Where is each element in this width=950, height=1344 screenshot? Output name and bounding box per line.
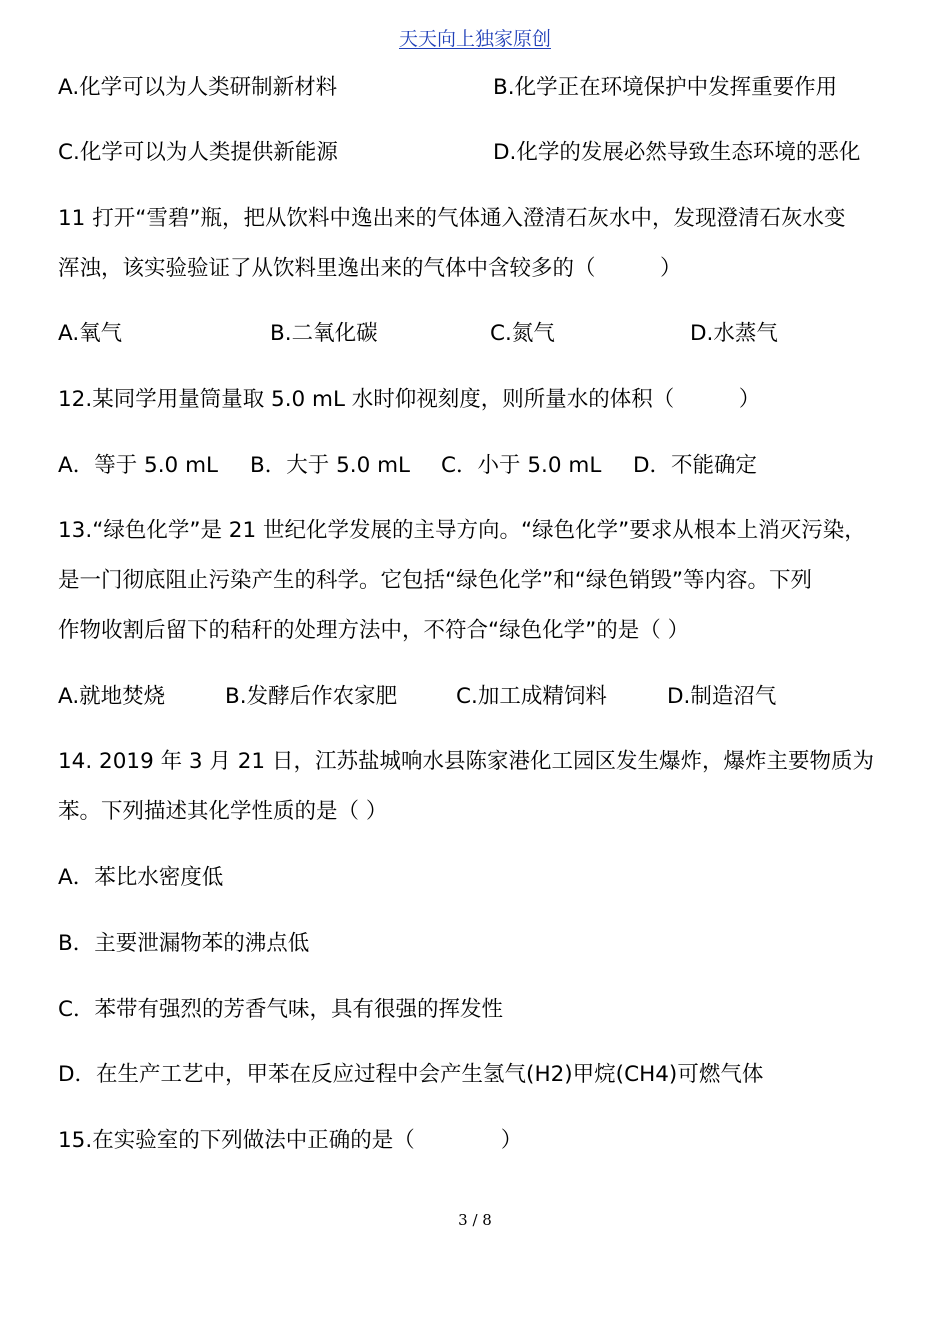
q13-option-c: C.加工成精饲料 — [456, 684, 607, 709]
q11-stem-line2: 浑浊，该实验验证了从饮料里逸出来的气体中含较多的（ ） — [58, 256, 682, 281]
q11-option-a: A.氧气 — [58, 321, 123, 346]
q12-option-a: A．等于 5.0 mL — [58, 453, 218, 478]
q12-stem: 12.某同学用量筒量取 5.0 mL 水时仰视刻度，则所量水的体积（ ） — [58, 387, 761, 412]
q13-stem-line2: 是一门彻底阻止污染产生的科学。它包括“绿色化学”和“绿色销毁”等内容。下列 — [58, 568, 813, 593]
q14-option-c: C．苯带有强烈的芳香气味，具有很强的挥发性 — [58, 997, 504, 1022]
q13-option-d: D.制造沼气 — [667, 684, 777, 709]
q14-option-d: D．在生产工艺中，甲苯在反应过程中会产生氢气(H2)甲烷(CH4)可燃气体 — [58, 1062, 764, 1087]
q14-option-a: A．苯比水密度低 — [58, 865, 224, 890]
page-number: 3 / 8 — [458, 1211, 492, 1229]
q13-stem-line1: 13.“绿色化学”是 21 世纪化学发展的主导方向。“绿色化学”要求从根本上消灭污染， — [58, 518, 866, 543]
q13-stem-line3: 作物收割后留下的秸秆的处理方法中，不符合“绿色化学”的是（ ） — [58, 618, 690, 643]
q14-option-b: B．主要泄漏物苯的沸点低 — [58, 931, 310, 956]
q15-stem: 15.在实验室的下列做法中正确的是（ ） — [58, 1128, 523, 1153]
q12-option-d: D．不能确定 — [633, 453, 758, 478]
q12-option-b: B．大于 5.0 mL — [250, 453, 411, 478]
q11-option-c: C.氮气 — [490, 321, 555, 346]
page-header — [0, 24, 950, 51]
q11-option-d: D.水蒸气 — [690, 321, 778, 346]
q13-option-a: A.就地焚烧 — [58, 684, 166, 709]
q11-stem-line1: 11 打开“雪碧”瓶，把从饮料中逸出来的气体通入澄清石灰水中，发现澄清石灰水变 — [58, 206, 846, 231]
q11-option-b: B.二氧化碳 — [270, 321, 378, 346]
q10-option-b: B.化学正在环境保护中发挥重要作用 — [493, 75, 838, 100]
q12-option-c: C．小于 5.0 mL — [441, 453, 602, 478]
header-text: 天天向上独家原创 — [398, 28, 551, 50]
q14-stem-line2: 苯。下列描述其化学性质的是（ ） — [58, 799, 388, 824]
q10-option-c: C.化学可以为人类提供新能源 — [58, 140, 338, 165]
q10-option-a: A.化学可以为人类研制新材料 — [58, 75, 338, 100]
q10-option-d: D.化学的发展必然导致生态环境的恶化 — [493, 140, 861, 165]
q13-option-b: B.发酵后作农家肥 — [225, 684, 398, 709]
q14-stem-line1: 14. 2019 年 3 月 21 日，江苏盐城响水县陈家港化工园区发生爆炸，爆炸主要物质为 — [58, 749, 874, 774]
